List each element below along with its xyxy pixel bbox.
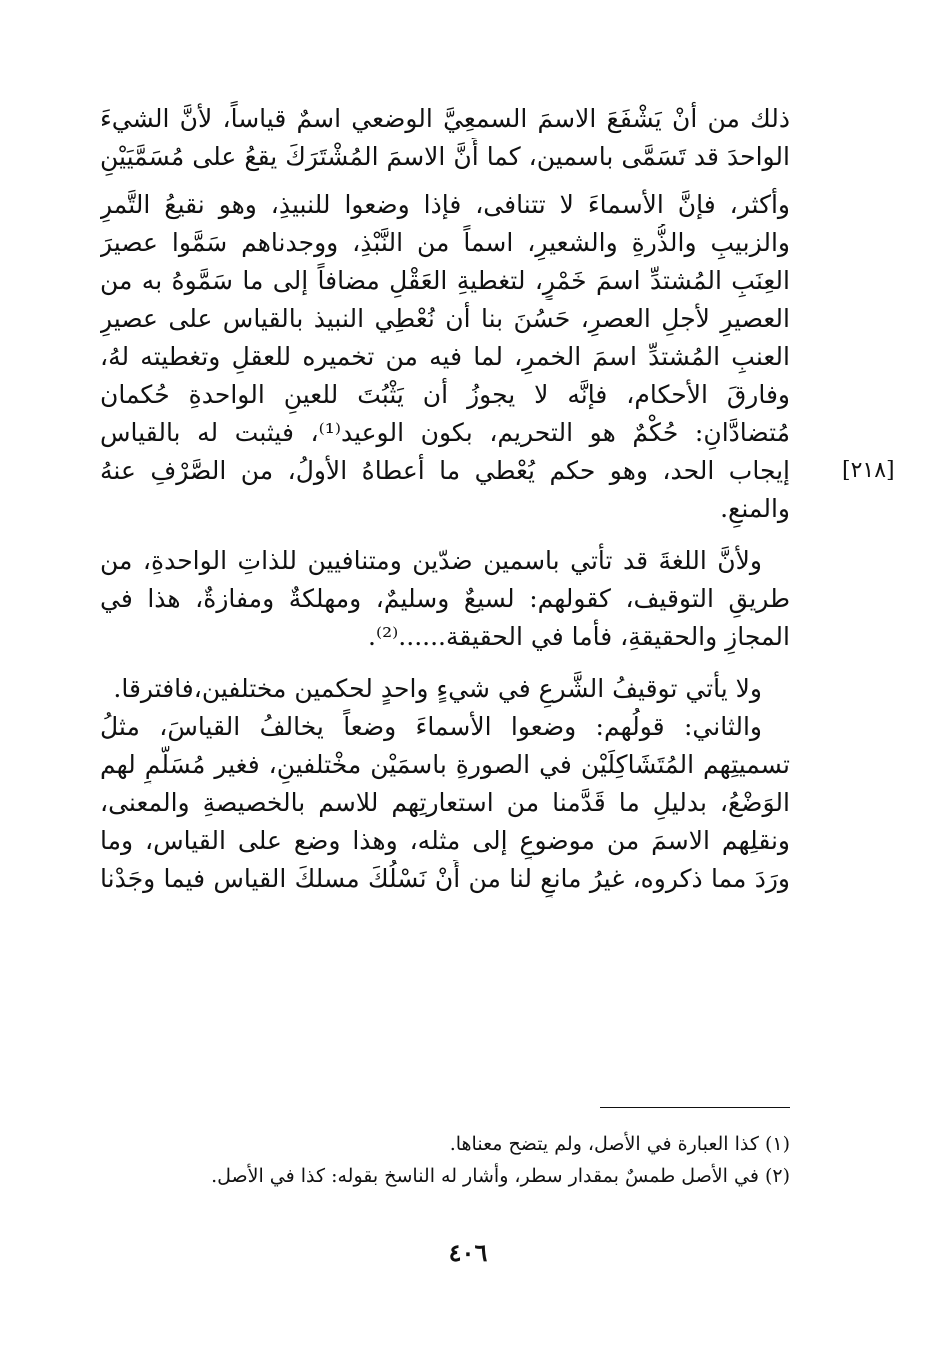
text-line: ورَدَ مما ذكروه، غيرُ مانعٍ لنا من أَنْ نَسْلُكَ مسلكَ القياس فيما وجَدْنا <box>100 864 790 893</box>
text-line: تسميتِهم المُتَشَاكِلَيْن في الصورةِ باسمَيْن مخْتلفينِ، فغير مُسَلَّمٍ لهم <box>100 750 790 779</box>
text-line: ولأنَّ اللغةَ قد تأتي باسمين ضدّين ومتنافيين للذاتِ الواحدةِ، من <box>100 546 762 575</box>
footnote: (٢) في الأصل طمسٌ بمقدار سطر، وأشار له الناسخ بقوله: كذا في الأصل. <box>211 1165 790 1187</box>
text-line: ذلك من أنْ يَشْفَعَ الاسمَ السمعِيَّ الوضعي اسمٌ قياساً، لأنَّ الشيءَ <box>100 104 790 133</box>
text-line: طريقِ التوقيف، كقولهم: لسيعٌ وسليمٌ، ومهلكةٌ ومفازةٌ، هذا في <box>100 584 790 613</box>
page-number: ٤٠٦ <box>448 1238 488 1267</box>
main-text <box>100 100 790 898</box>
text-line: المجازِ والحقيقةِ، فأما في الحقيقة......⁽²⁾. <box>368 622 790 651</box>
text-line: الواحدَ قد تَسَمَّى باسمين، كما أَنَّ الاسمَ المُشْتَرَكَ يقعُ على مُسَمَّيَيْنِ <box>100 142 790 171</box>
text-line: العصيرِ لأجلِ العصرِ، حَسُنَ بنا أن نُعْطِي النبيذ بالقياس على عصيرِ <box>100 304 790 333</box>
text-line: مُتضادَّانِ: حُكْمٌ هو التحريم، بكون الوعيد⁽¹⁾، فيثبت له بالقياس <box>100 418 790 447</box>
paragraph-1 <box>100 100 790 528</box>
footnote: (١) كذا العبارة في الأصل، ولم يتضح معناها. <box>449 1133 790 1155</box>
footnotes <box>100 1128 790 1192</box>
text-line: العِنَبِ المُشتدِّ اسمَ خَمْرٍ، لتغطيةِ العَقْلِ مضافاً إلى ما سَمَّوهُ به من <box>100 266 790 295</box>
paragraph-2 <box>100 542 790 656</box>
paragraph-3 <box>100 670 790 708</box>
text-line: وأكثر، فإنَّ الأسماءَ لا تتنافى، فإذا وضعوا للنبيذِ، وهو نقيعُ التَّمرِ <box>100 190 790 219</box>
text-line: ولا يأتي توقيفُ الشَّرعِ في شيءٍ واحدٍ لحكمين مختلفين،فافترقا. <box>113 674 762 703</box>
text-line: ونقلِهم الاسمَ من موضوعٍ إلى مثله، وهذا وضع على القياس، وما <box>100 826 790 855</box>
text-line: والزبيبِ والذُّرةِ والشعيرِ، اسماً من النَّبْذِ، ووجدناهم سَمَّوا عصيرَ <box>100 228 790 257</box>
paragraph-4 <box>100 708 790 898</box>
text-line: والمنعِ. <box>720 494 790 523</box>
text-line: وفارقَ الأحكام، فإنَّه لا يجوزُ أن يَثْبُتَ للعينِ الواحدةِ حُكمان <box>100 380 790 409</box>
text-line: الوَضْعُ، بدليلِ ما قَدَّمنا من استعارتِهم للاسم بالخصيصةِ والمعنى، <box>100 788 790 817</box>
margin-page-reference: [٢١٨] <box>842 458 895 483</box>
footnote-divider <box>600 1107 790 1108</box>
text-line: إيجاب الحد، وهو حكم يُعْطي ما أعطاهُ الأولُ، من الصَّرْفِ عنهُ <box>100 456 790 485</box>
text-line: العنبِ المُشتدِّ اسمَ الخمرِ، لما فيه من تخميره للعقلِ وتغطيته لهُ، <box>100 342 790 371</box>
text-line: والثاني: قولُهم: وضعوا الأسماءَ وضعاً يخالفُ القياسَ، مثلُ <box>100 712 762 741</box>
